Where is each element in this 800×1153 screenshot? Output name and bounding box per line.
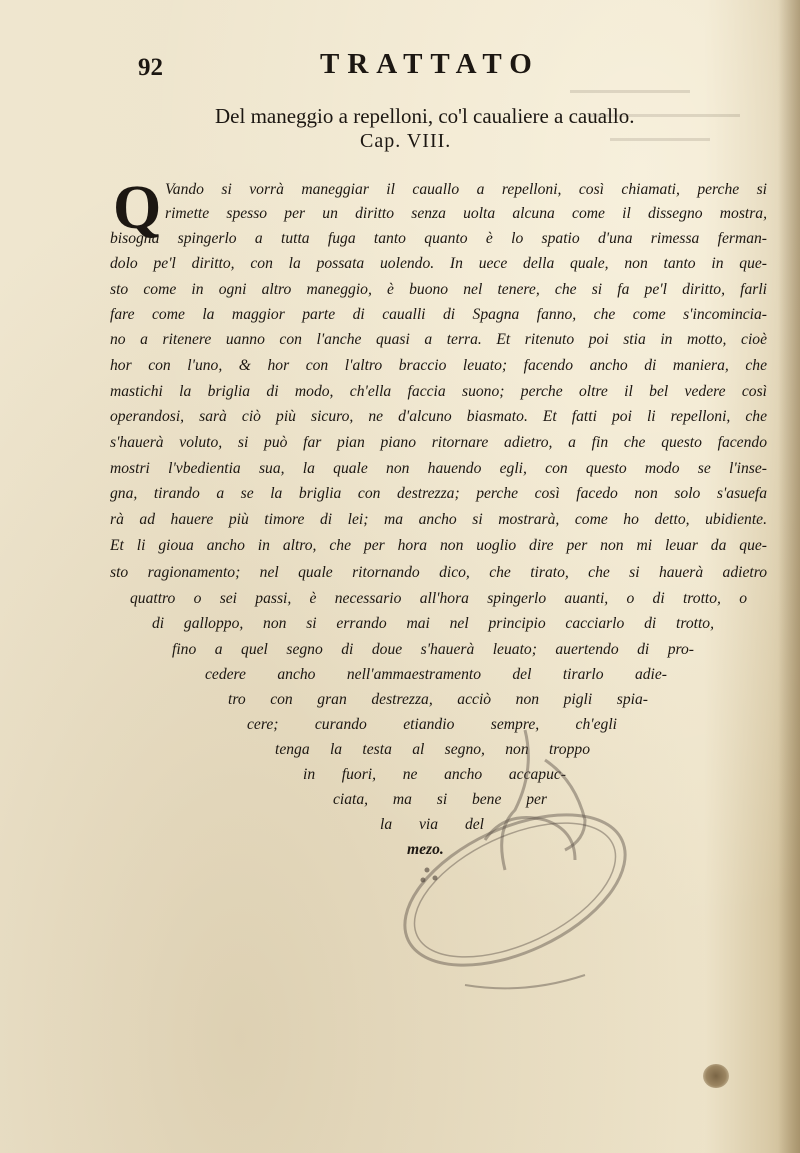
- text-line: mastichi la briglia di modo, ch'ella faccia suono; perche oltre il bel vedere così: [110, 383, 767, 400]
- page-number: 92: [138, 54, 163, 81]
- page-spine-shadow: [778, 0, 800, 1153]
- text-line: Vando si vorrà maneggiar il cauallo a repelloni, così chiamati, perche si: [165, 181, 767, 198]
- drop-cap: Q: [113, 174, 162, 242]
- text-line: mezo.: [407, 841, 444, 858]
- text-line: fare come la maggior parte di caualli di Spagna fanno, che come s'incomincia-: [110, 306, 767, 323]
- text-line: sto come in ogni altro maneggio, è buono nel tenere, che si fa pe'l diritto, farli: [110, 281, 767, 298]
- text-line: in fuori, ne ancho accapuc-: [303, 766, 566, 783]
- text-line: rà ad hauere più timore di lei; ma ancho si mostrarà, come ho detto, ubidiente.: [110, 511, 767, 528]
- text-line: mostri l'vbedientia sua, la quale non hauendo egli, con questo modo se l'inse-: [110, 460, 767, 477]
- text-line: di galloppo, non si errando mai nel principio cacciarlo di trotto,: [152, 615, 714, 632]
- text-line: dolo pe'l diritto, con la possata uolendo. In uece della quale, non tanto in que-: [110, 255, 767, 272]
- text-line: cere; curando etiandio sempre, ch'egli: [247, 716, 617, 733]
- text-line: Et li gioua ancho in altro, che per hora non uoglio dire per non mi leuar da que-: [110, 537, 767, 554]
- text-line: no a ritenere uanno con l'anche quasi a terra. Et ritenuto poi stia in motto, cioè: [110, 331, 767, 348]
- text-line: ciata, ma si bene per: [333, 791, 547, 808]
- text-line: s'hauerà voluto, si può far pian piano ritornare adietro, a fin che questo facendo: [110, 434, 767, 451]
- text-line: bisogna spingerlo a tutta fuga tanto quanto è lo spatio d'una rimessa ferman-: [110, 230, 767, 247]
- paper-stain: [703, 1064, 729, 1088]
- text-line: tro con gran destrezza, acciò non pigli spia-: [228, 691, 648, 708]
- text-line: sto ragionamento; nel quale ritornando dico, che tirato, che si hauerà adietro: [110, 564, 767, 581]
- text-line: la via del: [380, 816, 484, 833]
- text-line: cedere ancho nell'ammaestramento del tirarlo adie-: [205, 666, 667, 683]
- text-line: operandosi, sarà ciò più sicuro, ne d'alcuno biasmato. Et fatti poi li repelloni, che: [110, 408, 767, 425]
- running-title: TRATTATO: [320, 48, 540, 80]
- text-line: gna, tirando a se la briglia con destrezza; perche così facedo non solo s'asuefa: [110, 485, 767, 502]
- chapter-title: Del maneggio a repelloni, co'l caualiere a cauallo.: [215, 104, 635, 128]
- chapter-number: Cap. VIII.: [360, 130, 452, 152]
- text-line: hor con l'uno, & hor con l'altro braccio leuato; facendo ancho di maniera, che: [110, 357, 767, 374]
- text-line: fino a quel segno di doue s'hauerà leuato; auertendo di pro-: [172, 641, 694, 658]
- text-line: tenga la testa al segno, non troppo: [275, 741, 590, 758]
- text-line: quattro o sei passi, è necessario all'hora spingerlo auanti, o di trotto, o: [130, 590, 747, 607]
- text-line: rimette spesso per un diritto senza uolta alcuna come il dissegno mostra,: [165, 205, 767, 222]
